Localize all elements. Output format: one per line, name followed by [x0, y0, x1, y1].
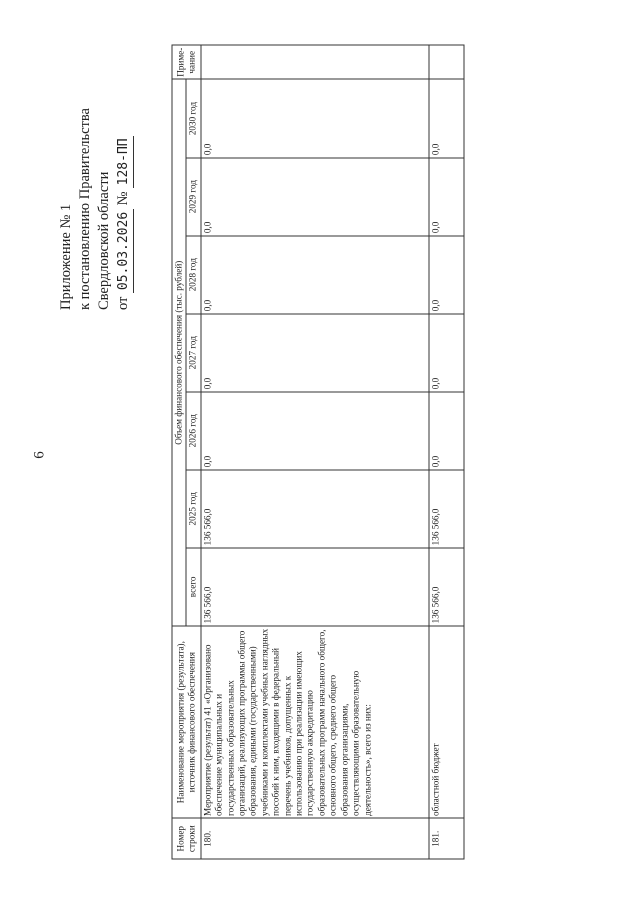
- header-total: всего: [186, 548, 200, 626]
- number-prefix: №: [115, 191, 131, 206]
- value-2029: 0,0: [201, 158, 429, 236]
- table-row: [429, 45, 464, 859]
- row-name: областной бюджет: [429, 626, 464, 819]
- appendix-region-line: Свердловской области: [96, 171, 112, 310]
- value-2026: 0,0: [429, 392, 464, 470]
- value-2030: 0,0: [201, 79, 429, 157]
- finance-table: [172, 45, 465, 860]
- header-finance-group: Объем финансового обеспечения (тыс. рублей): [172, 79, 186, 625]
- value-2025: 136 566,0: [201, 470, 429, 548]
- value-2027: 0,0: [429, 314, 464, 392]
- row-note: [201, 45, 429, 79]
- header-name: Наименование мероприятия (результата), источник финансового обеспечения: [172, 626, 201, 819]
- header-year-2027: 2027 год: [186, 314, 200, 392]
- value-2026: 0,0: [201, 392, 429, 470]
- table-row: [201, 45, 429, 859]
- value-total: 136 566,0: [429, 548, 464, 626]
- value-total: 136 566,0: [201, 548, 429, 626]
- appendix-title: Приложение № 1: [58, 203, 74, 310]
- resolution-number: 128-ПП: [114, 136, 134, 188]
- header-row-number: Номер строки: [172, 818, 201, 859]
- row-name: Мероприятие (результат) 41 «Организовано обеспечение муниципальных и государственных образовательных организаций, реализующих программы общего образования, едиными (государственными) учебниками и комплектами учебных наглядных пособий к ним, входящими в федеральный перечень учебников, допущенных к использованию при реализации имеющих государственную аккредитацию образовательных программ начального общего, основного общего, среднего общего образования организациями, осуществляющими образовательную деятельность», всего из них:: [201, 626, 429, 819]
- appendix-date-line: [114, 100, 134, 310]
- appendix-header: [57, 100, 167, 310]
- row-note: [429, 45, 464, 79]
- value-2028: 0,0: [429, 236, 464, 314]
- value-2029: 0,0: [429, 158, 464, 236]
- from-prefix: от: [115, 296, 131, 310]
- header-year-2026: 2026 год: [186, 392, 200, 470]
- header-year-2028: 2028 год: [186, 236, 200, 314]
- finance-table-wrapper: [172, 45, 465, 860]
- value-2027: 0,0: [201, 314, 429, 392]
- resolution-date: 05.03.2026: [114, 209, 134, 293]
- header-year-2030: 2030 год: [186, 79, 200, 157]
- row-number: 180.: [201, 818, 429, 859]
- page-number: 6: [31, 451, 48, 459]
- value-2025: 136 566,0: [429, 470, 464, 548]
- header-year-2025: 2025 год: [186, 470, 200, 548]
- value-2028: 0,0: [201, 236, 429, 314]
- row-number: 181.: [429, 818, 464, 859]
- header-note: Приме-чание: [172, 45, 201, 79]
- value-2030: 0,0: [429, 79, 464, 157]
- appendix-resolution-line: к постановлению Правительства: [77, 108, 93, 310]
- header-year-2029: 2029 год: [186, 158, 200, 236]
